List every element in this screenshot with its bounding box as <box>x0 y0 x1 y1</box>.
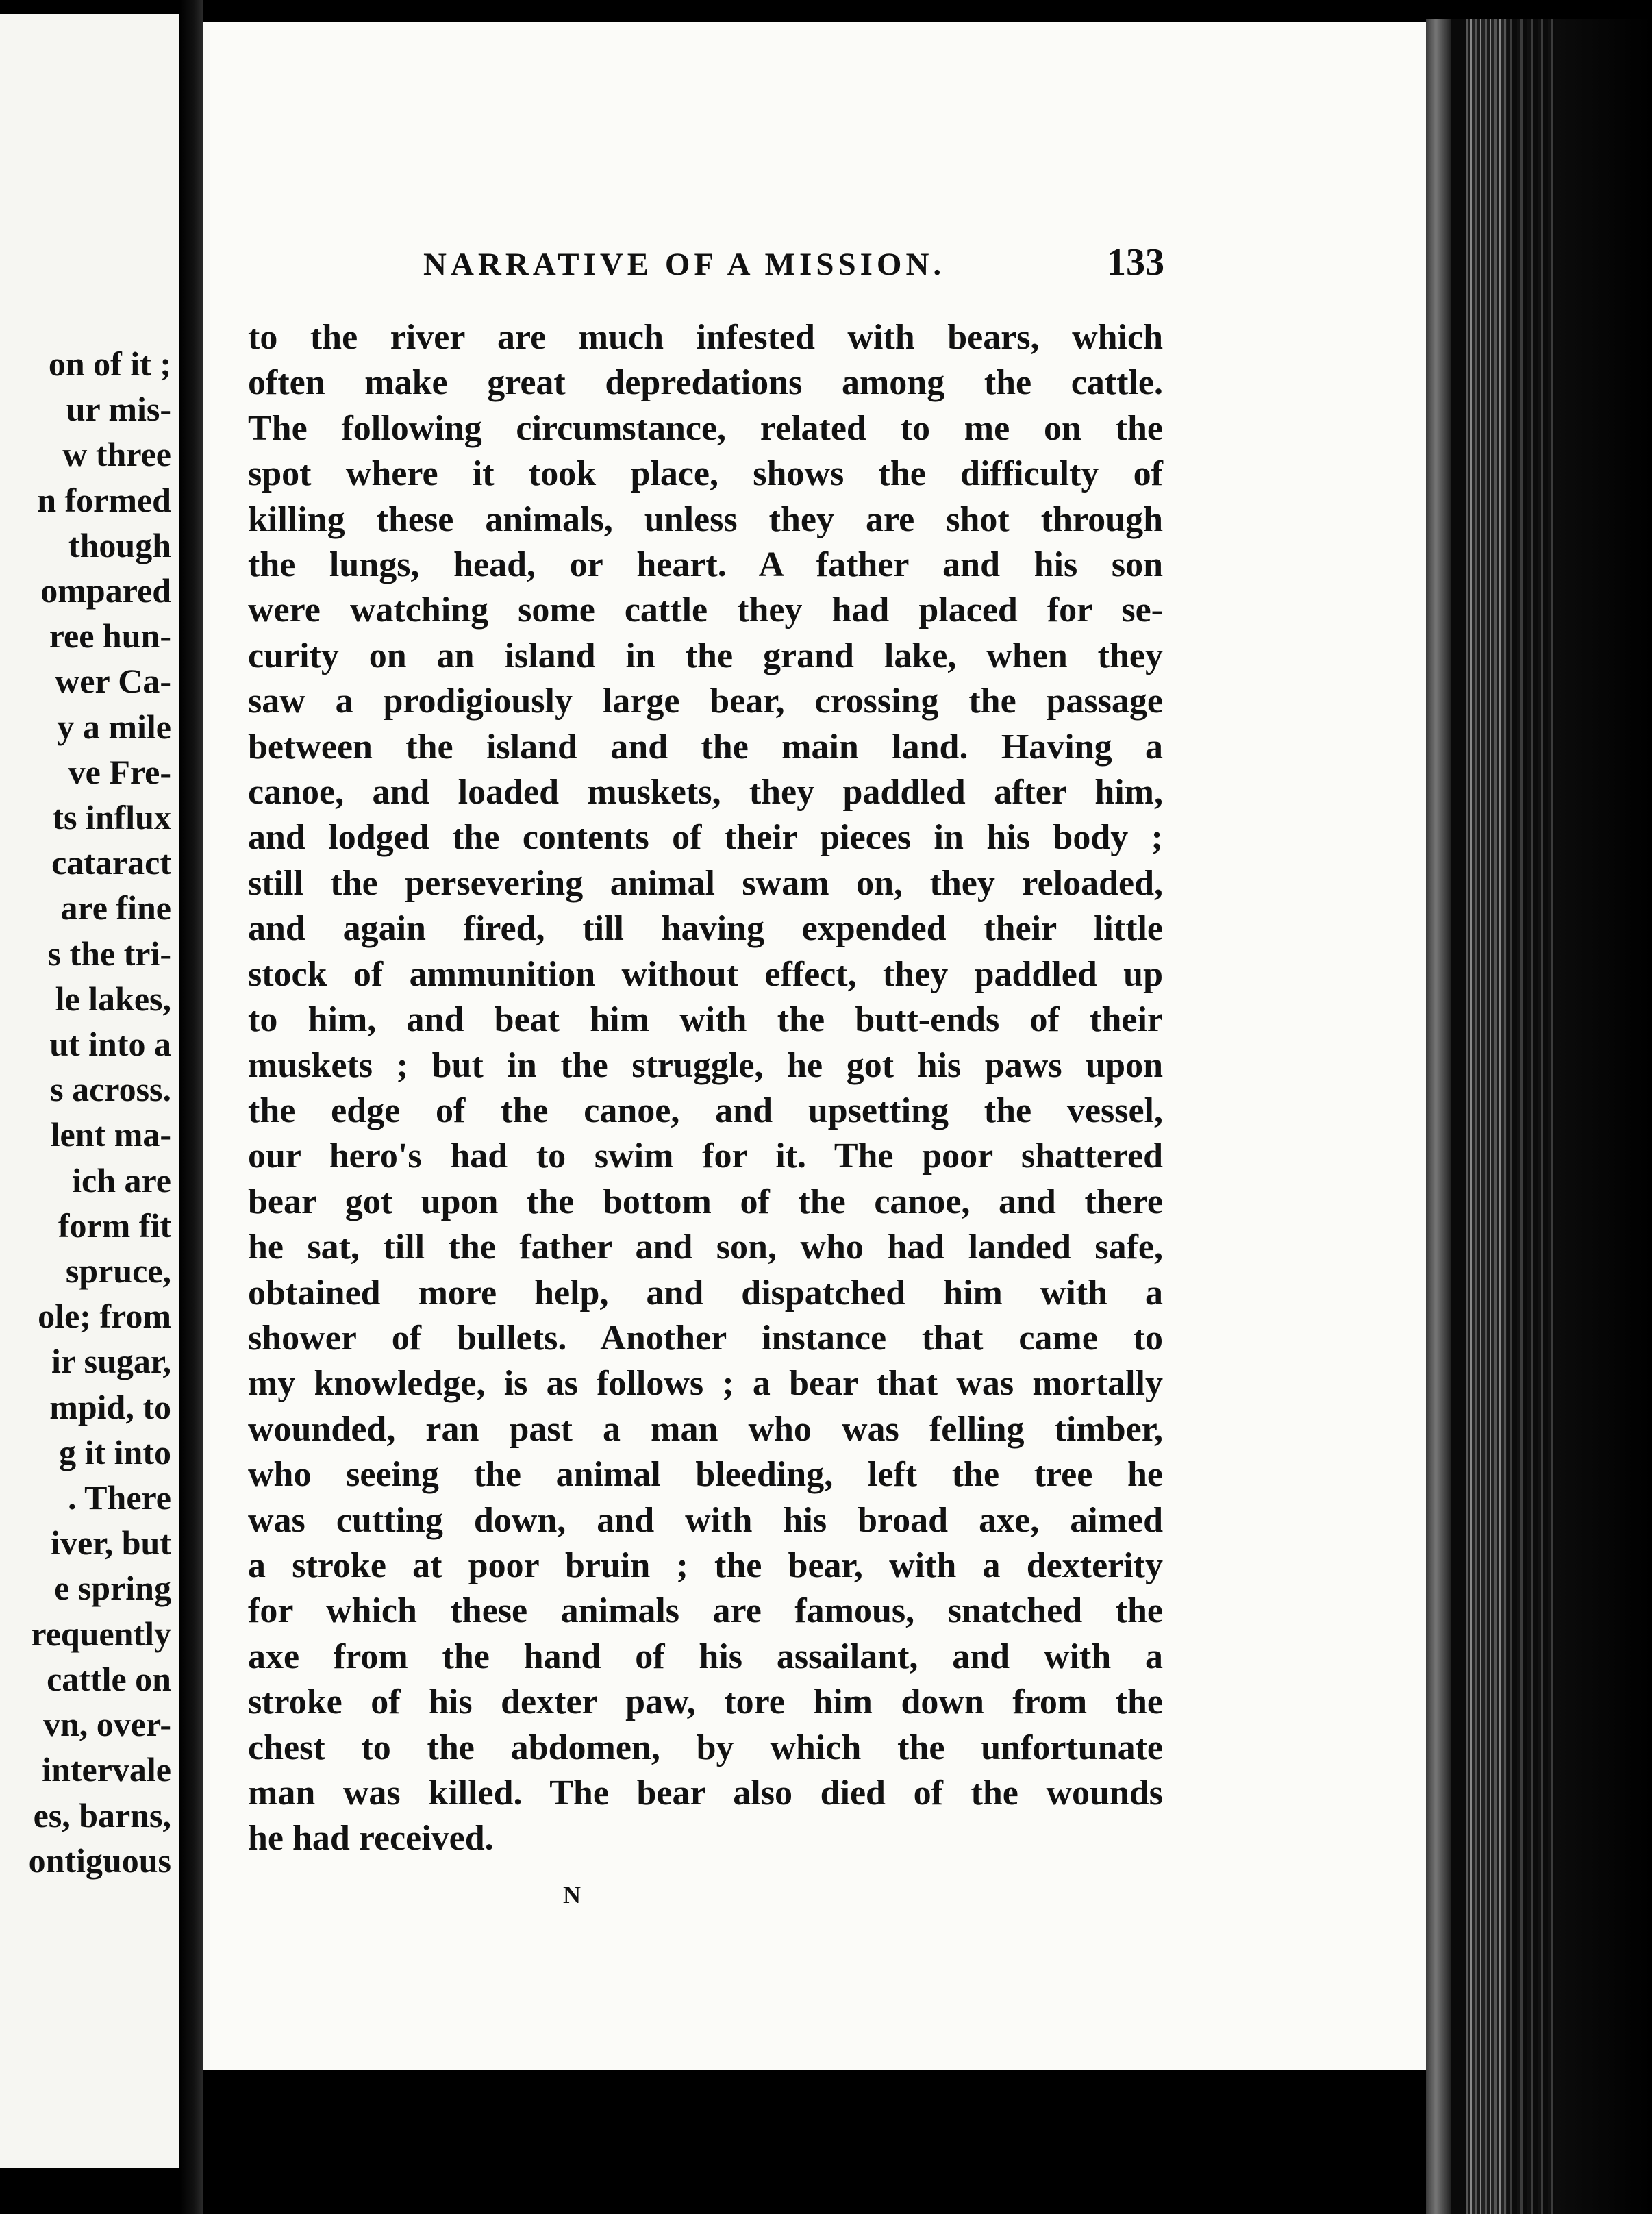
previous-page-line: . There <box>68 1478 171 1517</box>
text-line: still the persevering animal swam on, they reloaded, <box>248 863 1163 903</box>
text-line: stock of ammunition without effect, they paddled up <box>248 954 1163 994</box>
text-line: and lodged the contents of their pieces in his body ; <box>248 818 1163 858</box>
previous-page-line: w three <box>62 435 171 474</box>
previous-page-line: ompared <box>40 571 171 610</box>
previous-page-line: es, barns, <box>33 1795 171 1834</box>
text-line: who seeing the animal bleeding, left the tree he <box>248 1455 1163 1495</box>
previous-page-line: s the tri- <box>47 934 171 973</box>
text-line: he sat, till the father and son, who had landed safe, <box>248 1228 1163 1267</box>
previous-page-line: e spring <box>54 1569 171 1608</box>
text-line: killing these animals, unless they are shot through <box>248 499 1163 539</box>
previous-page-line: g it into <box>59 1432 171 1471</box>
text-line: chest to the abdomen, by which the unfortunate <box>248 1728 1163 1767</box>
text-line: to the river are much infested with bears, which <box>248 318 1163 357</box>
previous-page-line: ole; from <box>38 1297 171 1336</box>
text-line: for which these animals are famous, snatched the <box>248 1591 1163 1631</box>
previous-page-line: s across. <box>50 1070 171 1109</box>
previous-page-line: ir sugar, <box>51 1342 171 1381</box>
text-line: he had received. <box>248 1819 494 1858</box>
previous-page-line: cataract <box>51 843 171 882</box>
previous-page-line: ich are <box>72 1160 171 1199</box>
book-page-edges <box>1426 19 1652 2214</box>
previous-page-text <box>29 341 171 1883</box>
signature-mark: N <box>563 1881 581 1908</box>
running-title: NARRATIVE OF A MISSION. <box>423 247 946 282</box>
text-line: often make great depredations among the cattle. <box>248 363 1163 403</box>
text-line: obtained more help, and dispatched him with a <box>248 1273 1163 1313</box>
previous-page-line: on of it ; <box>48 345 171 383</box>
text-line: the edge of the canoe, and upsetting the vessel, <box>248 1091 1163 1130</box>
previous-page-line: y a mile <box>57 707 171 746</box>
text-line: were watching some cattle they had placed for se- <box>248 590 1163 630</box>
text-line: The following circumstance, related to me on the <box>248 408 1163 448</box>
page-number: 133 <box>1107 241 1164 284</box>
text-line: our hero's had to swim for it. The poor shattered <box>248 1136 1163 1176</box>
previous-page-line: iver, but <box>51 1523 171 1563</box>
previous-page-line: intervale <box>42 1750 171 1789</box>
text-line: and again fired, till having expended their little <box>248 909 1163 949</box>
previous-page-line: ontiguous <box>28 1841 171 1880</box>
text-line: canoe, and loaded muskets, they paddled after him, <box>248 773 1163 812</box>
text-line: saw a prodigiously large bear, crossing the passage <box>248 682 1163 721</box>
text-line: to him, and beat him with the butt-ends of their <box>248 1000 1163 1040</box>
previous-page-line: ur mis- <box>66 390 171 429</box>
previous-page-line: n formed <box>37 480 171 519</box>
previous-page-line: ts influx <box>52 798 171 837</box>
running-header <box>423 240 1164 284</box>
text-line: my knowledge, is as follows ; a bear that was mortally <box>248 1364 1163 1404</box>
previous-page-line: cattle on <box>47 1659 171 1698</box>
previous-page-line: spruce, <box>65 1252 171 1291</box>
previous-page-line: requently <box>31 1614 171 1653</box>
previous-page-line: form fit <box>58 1206 171 1245</box>
text-line: man was killed. The bear also died of the wounds <box>248 1774 1163 1813</box>
text-line: the lungs, head, or heart. A father and his son <box>248 545 1163 585</box>
text-line: bear got upon the bottom of the canoe, and there <box>248 1182 1163 1221</box>
previous-page-line: ut into a <box>49 1025 171 1064</box>
previous-page-line: are fine <box>60 888 171 928</box>
text-line: shower of bullets. Another instance that came to <box>248 1318 1163 1358</box>
text-line: stroke of his dexter paw, tore him down from the <box>248 1682 1163 1722</box>
book-gutter <box>179 0 203 2214</box>
previous-page-line: vn, over- <box>43 1705 171 1744</box>
text-line: was cutting down, and with his broad axe, aimed <box>248 1500 1163 1540</box>
text-line: spot where it took place, shows the difficulty of <box>248 454 1163 494</box>
previous-page-line: ree hun- <box>49 617 171 656</box>
previous-page-line: le lakes, <box>55 979 171 1018</box>
text-line: a stroke at poor bruin ; the bear, with a dexterity <box>248 1545 1163 1585</box>
text-line: wounded, ran past a man who was felling timber, <box>248 1409 1163 1449</box>
text-line: between the island and the main land. Having a <box>248 727 1163 767</box>
previous-page <box>0 14 179 2168</box>
previous-page-line: mpid, to <box>49 1387 171 1426</box>
text-line: axe from the hand of his assailant, and with a <box>248 1637 1163 1676</box>
text-line: curity on an island in the grand lake, when they <box>248 636 1163 675</box>
text-line: muskets ; but in the struggle, he got his paws upon <box>248 1045 1163 1085</box>
previous-page-line: wer Ca- <box>55 662 171 701</box>
previous-page-line: lent ma- <box>50 1115 171 1154</box>
previous-page-line: ve Fre- <box>68 752 171 791</box>
body-text <box>248 315 1163 1862</box>
previous-page-line: though <box>68 525 171 564</box>
